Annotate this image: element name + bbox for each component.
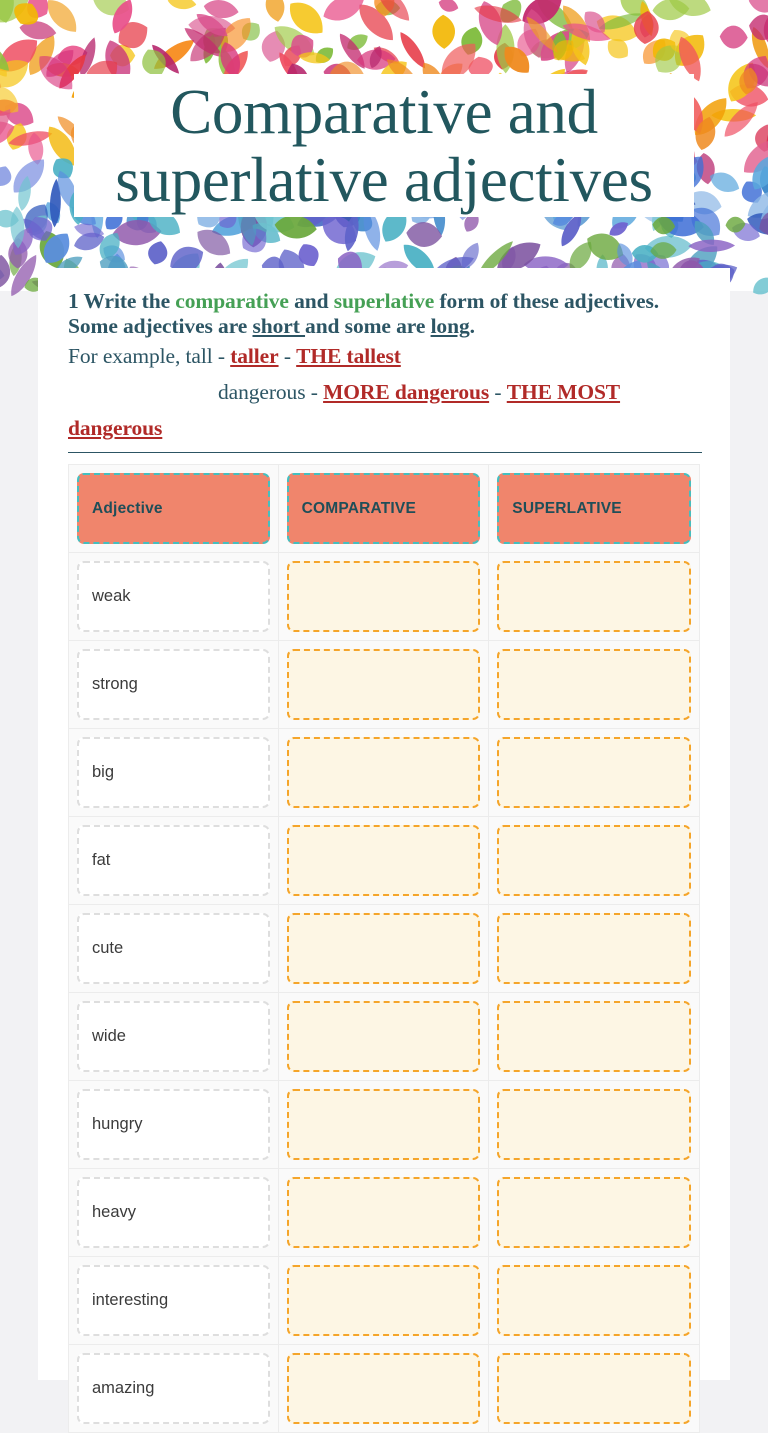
superlative-answer-input[interactable] <box>497 561 691 632</box>
comparative-cell[interactable] <box>278 993 489 1081</box>
instruction-text-d: and some are <box>305 313 431 338</box>
example-dangerous: dangerous - <box>218 380 324 404</box>
superlative-cell[interactable] <box>489 905 700 993</box>
superlative-answer-input[interactable] <box>497 913 691 984</box>
comparative-cell[interactable] <box>278 1169 489 1257</box>
table-row <box>69 905 700 993</box>
table-body <box>69 465 700 1433</box>
superlative-answer-input[interactable] <box>497 649 691 720</box>
comparative-cell[interactable] <box>278 817 489 905</box>
adjectives-table <box>68 464 700 1433</box>
adjective-label: big <box>77 737 270 808</box>
superlative-cell[interactable] <box>489 1081 700 1169</box>
table-row <box>69 1081 700 1169</box>
adjective-label: hungry <box>77 1089 270 1160</box>
comparative-cell[interactable] <box>278 729 489 817</box>
table-row <box>69 1257 700 1345</box>
comparative-cell[interactable] <box>278 1257 489 1345</box>
adjective-cell <box>69 1169 279 1257</box>
superlative-cell[interactable] <box>489 993 700 1081</box>
example-line-2 <box>68 374 702 446</box>
adjective-label: amazing <box>77 1353 270 1424</box>
table-row <box>69 553 700 641</box>
adjective-label: fat <box>77 825 270 896</box>
comparative-cell[interactable] <box>278 1081 489 1169</box>
adjective-cell <box>69 993 279 1081</box>
table-row <box>69 641 700 729</box>
comparative-answer-input[interactable] <box>287 1001 481 1072</box>
header-cell-superlative <box>489 465 700 553</box>
header-label-comparative: COMPARATIVE <box>287 473 481 544</box>
table-header-row <box>69 465 700 553</box>
comparative-answer-input[interactable] <box>287 1089 481 1160</box>
superlative-cell[interactable] <box>489 817 700 905</box>
superlative-cell[interactable] <box>489 1345 700 1433</box>
adjective-cell <box>69 729 279 817</box>
banner <box>0 0 768 291</box>
adjective-cell <box>69 641 279 729</box>
title-box <box>74 74 694 217</box>
section-divider <box>68 452 702 453</box>
comparative-answer-input[interactable] <box>287 1353 481 1424</box>
comparative-cell[interactable] <box>278 905 489 993</box>
word-comparative: comparative <box>175 289 289 313</box>
comparative-answer-input[interactable] <box>287 1265 481 1336</box>
adjective-label: cute <box>77 913 270 984</box>
instruction-text-b: and <box>288 289 334 313</box>
superlative-cell[interactable] <box>489 553 700 641</box>
example-dash-2: - <box>489 380 507 404</box>
adjective-cell <box>69 1345 279 1433</box>
header-label-adjective: Adjective <box>77 473 270 544</box>
instruction-number: 1 <box>68 289 79 313</box>
example-taller: taller <box>230 344 279 368</box>
superlative-cell[interactable] <box>489 729 700 817</box>
example-more-dangerous: MORE dangerous <box>323 380 490 404</box>
superlative-answer-input[interactable] <box>497 1353 691 1424</box>
adjective-cell <box>69 817 279 905</box>
comparative-answer-input[interactable] <box>287 561 481 632</box>
table-row <box>69 729 700 817</box>
adjective-cell <box>69 1257 279 1345</box>
comparative-cell[interactable] <box>278 553 489 641</box>
comparative-answer-input[interactable] <box>287 913 481 984</box>
example-prefix: For example, tall - <box>68 344 231 368</box>
instruction-text-a: Write the <box>83 289 176 313</box>
instruction-line-1 <box>68 289 702 338</box>
adjective-label: interesting <box>77 1265 270 1336</box>
adjective-cell <box>69 905 279 993</box>
comparative-answer-input[interactable] <box>287 649 481 720</box>
instruction-text-e: . <box>469 313 475 338</box>
table-row <box>69 1169 700 1257</box>
adjective-cell <box>69 553 279 641</box>
adjective-label: heavy <box>77 1177 270 1248</box>
superlative-cell[interactable] <box>489 1257 700 1345</box>
word-superlative: superlative <box>333 289 435 313</box>
superlative-answer-input[interactable] <box>497 1089 691 1160</box>
page-title: Comparative and superlative adjectives <box>115 76 653 215</box>
header-cell-comparative <box>278 465 489 553</box>
superlative-answer-input[interactable] <box>497 1265 691 1336</box>
comparative-cell[interactable] <box>278 641 489 729</box>
adjective-label: strong <box>77 649 270 720</box>
word-short: short <box>252 313 306 338</box>
instructions-block <box>68 289 702 446</box>
header-cell-adjective <box>69 465 279 553</box>
table-row <box>69 817 700 905</box>
header-label-superlative: SUPERLATIVE <box>497 473 691 544</box>
example-dash-1: - <box>278 344 297 368</box>
instruction-text-c: form of these adjectives. Some adjectives are <box>68 289 660 338</box>
adjective-cell <box>69 1081 279 1169</box>
superlative-cell[interactable] <box>489 1169 700 1257</box>
content-card <box>38 268 730 1397</box>
comparative-answer-input[interactable] <box>287 1177 481 1248</box>
superlative-cell[interactable] <box>489 641 700 729</box>
table-row <box>69 993 700 1081</box>
comparative-cell[interactable] <box>278 1345 489 1433</box>
comparative-answer-input[interactable] <box>287 825 481 896</box>
superlative-answer-input[interactable] <box>497 737 691 808</box>
adjective-label: weak <box>77 561 270 632</box>
superlative-answer-input[interactable] <box>497 1001 691 1072</box>
comparative-answer-input[interactable] <box>287 737 481 808</box>
example-most-dangerous: THE MOST dangerous <box>68 380 621 440</box>
superlative-answer-input[interactable] <box>497 825 691 896</box>
table-row <box>69 1345 700 1433</box>
adjective-label: wide <box>77 1001 270 1072</box>
example-tallest: THE tallest <box>296 344 401 368</box>
superlative-answer-input[interactable] <box>497 1177 691 1248</box>
word-long: long <box>430 313 470 338</box>
example-line-1 <box>68 338 702 374</box>
